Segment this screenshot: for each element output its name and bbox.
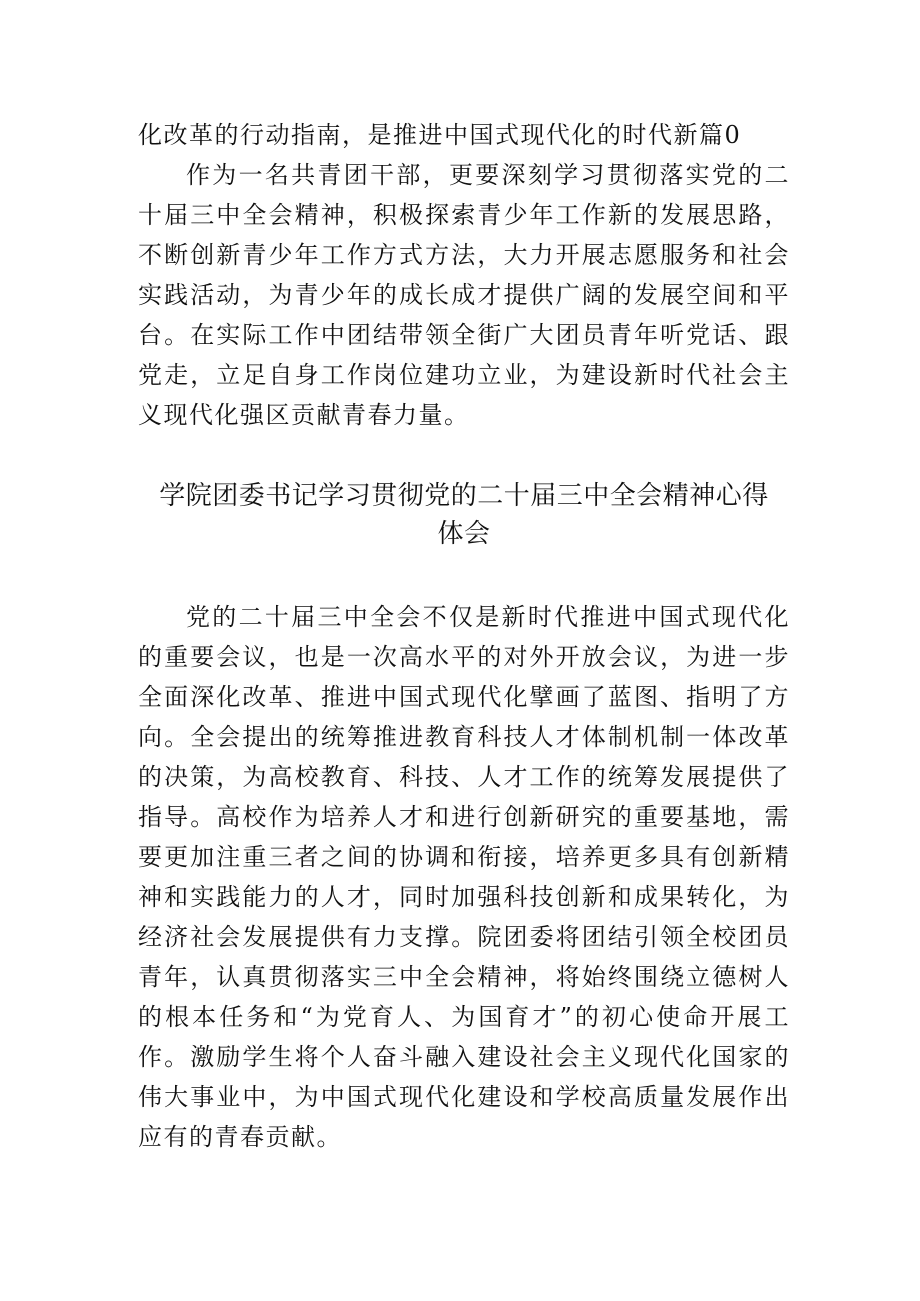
article-heading bbox=[138, 477, 790, 553]
continuation-paragraph: 化改革的行动指南，是推进中国式现代化的时代新篇0 bbox=[138, 121, 742, 149]
continuation-section bbox=[138, 115, 790, 435]
article-heading-line-1: 学院团委书记学习贯彻党的二十届三中全会精神心得 bbox=[159, 481, 769, 511]
paragraph-plenary-session: 党的二十届三中全会不仅是新时代推进中国式现代化的重要会议，也是一次高水平的对外开放会议，为进一步全面深化改革、推进中国式现代化擘画了蓝图、指明了方向。全会提出的统筹推进教育科技人才体制机制一体改革的决策，为高校教育、科技、人才工作的统筹发展提供了指导。高校作为培养人才和进行创新研究的重要基地，需要更加注重三者之间的协调和衔接，培养更多具有创新精神和实践能力的人才，同时加强科技创新和成果转化，为经济社会发展提供有力支撑。院团委将团结引领全校团员青年，认真贯彻落实三中全会精神，将始终围绕立德树人的根本任务和“为党育人、为国育才”的初心使命开展工作。激励学生将个人奋斗融入建设社会主义现代化国家的伟大事业中，为中国式现代化建设和学校高质量发展作出应有的青春贡献。 bbox=[138, 603, 790, 1151]
article-body bbox=[138, 597, 790, 1157]
paragraph-youth-league-cadre: 作为一名共青团干部，更要深刻学习贯彻落实党的二十届三中全会精神，积极探索青少年工作新的发展思路，不断创新青少年工作方式方法，大力开展志愿服务和社会实践活动，为青少年的成长成才提供广阔的发展空间和平台。在实际工作中团结带领全街广大团员青年听党话、跟党走，立足自身工作岗位建功立业，为建设新时代社会主义现代化强区贡献青春力量。 bbox=[138, 161, 790, 429]
article-heading-line-2: 体会 bbox=[437, 519, 491, 549]
